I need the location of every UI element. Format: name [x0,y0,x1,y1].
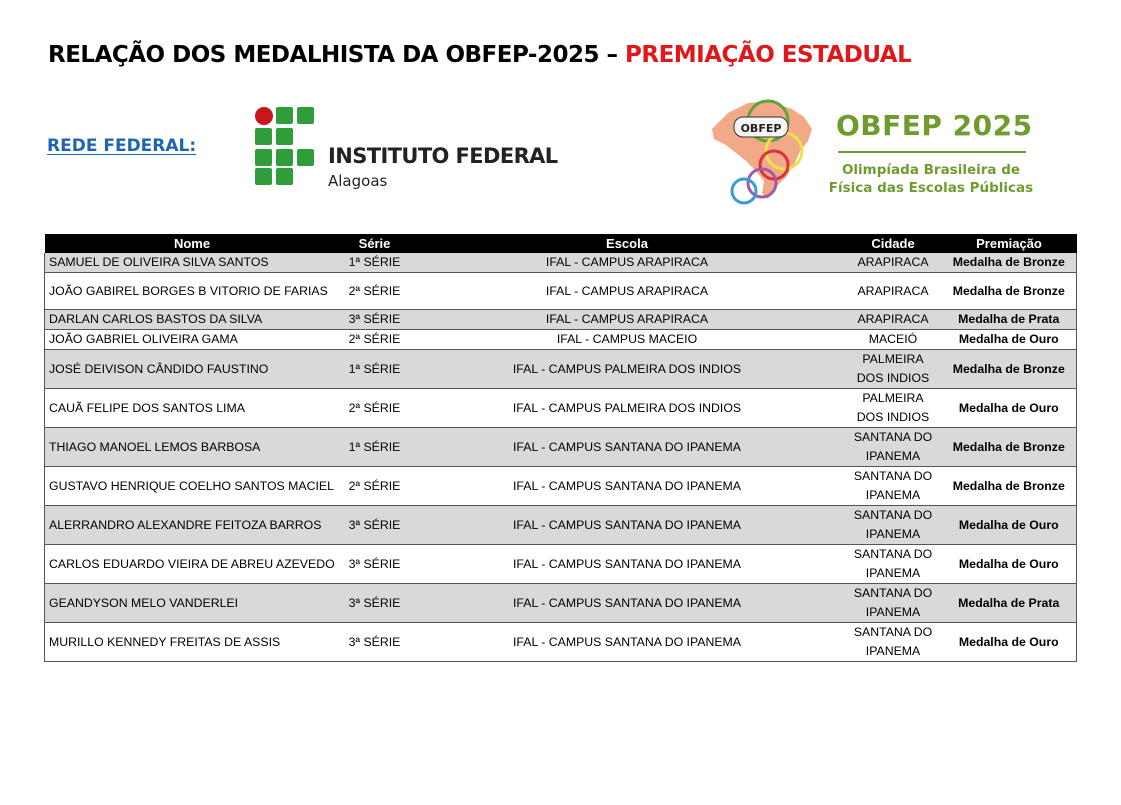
cell-premiacao: Medalha de Ouro [942,330,1077,350]
cell-cidade: PALMEIRA DOS INDIOS [845,389,942,428]
cell-premiacao: Medalha de Bronze [942,273,1077,310]
table-row [45,623,1077,662]
logo-square [276,168,293,185]
table-row [45,584,1077,623]
instituto-federal-subtitle: Alagoas [328,172,388,190]
obfep-title: OBFEP 2025 [836,109,1033,142]
cell-escola: IFAL - CAMPUS PALMEIRA DOS INDIOS [410,350,845,389]
cell-serie: 2ª SÉRIE [340,389,410,428]
column-header-nome: Nome [45,234,340,253]
column-header-escola: Escola [410,234,845,253]
cell-premiacao: Medalha de Bronze [942,253,1077,273]
cell-nome: GEANDYSON MELO VANDERLEI [45,584,340,623]
logo-square [255,149,272,166]
table-row [45,350,1077,389]
cell-premiacao: Medalha de Ouro [942,623,1077,662]
logo-square [297,107,314,124]
cell-nome: DARLAN CARLOS BASTOS DA SILVA [45,310,340,330]
cell-nome: JOÃO GABRIEL OLIVEIRA GAMA [45,330,340,350]
medalists-table [44,234,1077,662]
obfep-divider [838,151,1026,153]
cell-nome: CARLOS EDUARDO VIEIRA DE ABREU AZEVEDO [45,545,340,584]
cell-nome: CAUÃ FELIPE DOS SANTOS LIMA [45,389,340,428]
cell-escola: IFAL - CAMPUS ARAPIRACA [410,253,845,273]
cell-nome: JOÃO GABIREL BORGES B VITORIO DE FARIAS [45,273,340,310]
cell-serie: 3ª SÉRIE [340,584,410,623]
cell-nome: SAMUEL DE OLIVEIRA SILVA SANTOS [45,253,340,273]
table-row [45,253,1077,273]
page-title-main: RELAÇÃO DOS MEDALHISTA DA OBFEP-2025 [48,42,599,68]
table-row [45,428,1077,467]
cell-premiacao: Medalha de Ouro [942,389,1077,428]
cell-escola: IFAL - CAMPUS SANTANA DO IPANEMA [410,506,845,545]
cell-cidade: SANTANA DO IPANEMA [845,584,942,623]
cell-cidade: ARAPIRACA [845,310,942,330]
logo-square [255,128,272,145]
cell-cidade: MACEIÓ [845,330,942,350]
obfep-subtitle [826,161,1036,197]
cell-premiacao: Medalha de Bronze [942,350,1077,389]
table-row [45,467,1077,506]
table-row [45,545,1077,584]
page-title-separator: – [598,42,625,68]
cell-nome: ALERRANDRO ALEXANDRE FEITOZA BARROS [45,506,340,545]
cell-escola: IFAL - CAMPUS SANTANA DO IPANEMA [410,623,845,662]
cell-serie: 1ª SÉRIE [340,253,410,273]
section-label-rede-federal: REDE FEDERAL: [47,136,197,156]
logo-square [276,107,293,124]
table-row [45,389,1077,428]
instituto-federal-logo [255,107,585,192]
cell-escola: IFAL - CAMPUS SANTANA DO IPANEMA [410,584,845,623]
cell-nome: GUSTAVO HENRIQUE COELHO SANTOS MACIEL [45,467,340,506]
cell-cidade: SANTANA DO IPANEMA [845,506,942,545]
cell-serie: 3ª SÉRIE [340,506,410,545]
column-header-serie: Série [340,234,410,253]
cell-premiacao: Medalha de Ouro [942,545,1077,584]
cell-serie: 1ª SÉRIE [340,428,410,467]
cell-cidade: ARAPIRACA [845,253,942,273]
logo-square [255,168,272,185]
cell-escola: IFAL - CAMPUS ARAPIRACA [410,310,845,330]
cell-escola: IFAL - CAMPUS MACEIO [410,330,845,350]
page-title-accent: PREMIAÇÃO ESTADUAL [625,42,912,68]
cell-serie: 2ª SÉRIE [340,467,410,506]
cell-escola: IFAL - CAMPUS SANTANA DO IPANEMA [410,545,845,584]
logo-square [276,149,293,166]
cell-escola: IFAL - CAMPUS PALMEIRA DOS INDIOS [410,389,845,428]
cell-serie: 3ª SÉRIE [340,623,410,662]
instituto-federal-logo-mark [255,107,317,185]
cell-serie: 2ª SÉRIE [340,273,410,310]
cell-cidade: ARAPIRACA [845,273,942,310]
cell-premiacao: Medalha de Bronze [942,467,1077,506]
table-row [45,330,1077,350]
table-row [45,273,1077,310]
cell-serie: 3ª SÉRIE [340,545,410,584]
table-row [45,506,1077,545]
cell-premiacao: Medalha de Prata [942,584,1077,623]
cell-escola: IFAL - CAMPUS ARAPIRACA [410,273,845,310]
column-header-premiacao: Premiação [942,234,1077,253]
cell-cidade: PALMEIRA DOS INDIOS [845,350,942,389]
cell-nome: THIAGO MANOEL LEMOS BARBOSA [45,428,340,467]
logo-square [276,128,293,145]
cell-premiacao: Medalha de Bronze [942,428,1077,467]
cell-escola: IFAL - CAMPUS SANTANA DO IPANEMA [410,428,845,467]
logo-red-dot [255,107,273,125]
obfep-subtitle-line2: Física das Escolas Públicas [828,180,1034,196]
cell-cidade: SANTANA DO IPANEMA [845,428,942,467]
cell-premiacao: Medalha de Prata [942,310,1077,330]
column-header-cidade: Cidade [845,234,942,253]
cell-serie: 3ª SÉRIE [340,310,410,330]
cell-nome: MURILLO KENNEDY FREITAS DE ASSIS [45,623,340,662]
cell-premiacao: Medalha de Ouro [942,506,1077,545]
logo-square [297,149,314,166]
page-title [48,42,911,68]
cell-cidade: SANTANA DO IPANEMA [845,623,942,662]
table-row [45,310,1077,330]
obfep-logo [708,95,1048,210]
brazil-map-icon [708,95,828,210]
obfep-subtitle-line1: Olimpíada Brasileira de [841,162,1021,178]
cell-cidade: SANTANA DO IPANEMA [845,545,942,584]
obfep-badge-text: OBFEP [740,122,782,135]
instituto-federal-name: INSTITUTO FEDERAL [328,144,558,168]
cell-serie: 1ª SÉRIE [340,350,410,389]
cell-nome: JOSÉ DEIVISON CÂNDIDO FAUSTINO [45,350,340,389]
cell-serie: 2ª SÉRIE [340,330,410,350]
cell-escola: IFAL - CAMPUS SANTANA DO IPANEMA [410,467,845,506]
cell-cidade: SANTANA DO IPANEMA [845,467,942,506]
table-header-row [45,234,1077,253]
